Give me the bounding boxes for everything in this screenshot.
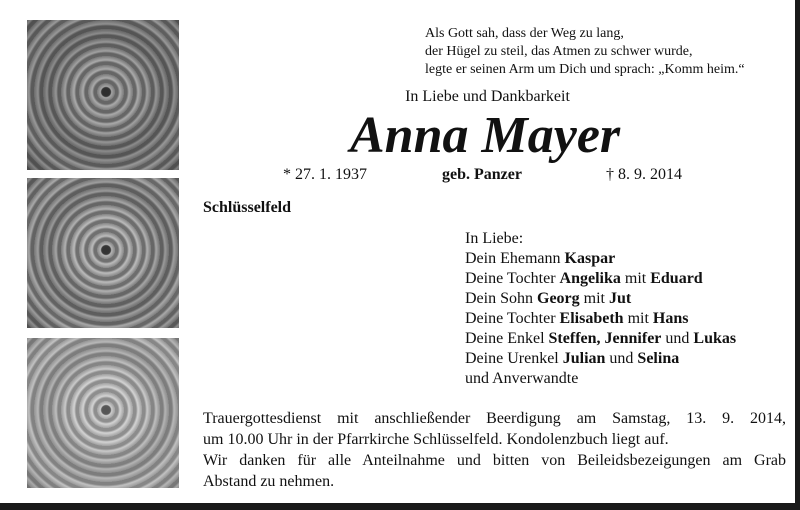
closing-line: Wir danken für alle Anteilnahme und bitten von Beileidsbezeigungen am Grab [203, 452, 786, 469]
closing-text [203, 408, 786, 492]
poem-line: legte er seinen Arm um Dich und sprach: „Komm heim.“ [425, 62, 745, 77]
relation-text: Deine Tochter [465, 310, 560, 327]
relation-text: mit [579, 290, 609, 307]
family-member-name: Angelika [559, 270, 621, 287]
deceased-name: Anna Mayer [350, 107, 621, 164]
relation-text: Deine Enkel [465, 330, 549, 347]
closing-line: Trauergottesdienst mit anschließender Beerdigung am Samstag, 13. 9. 2014, [203, 410, 786, 427]
poem-line: Als Gott sah, dass der Weg zu lang, [425, 26, 624, 41]
poem-line: der Hügel zu steil, das Atmen zu schwer wurde, [425, 44, 693, 59]
family-member-name: Julian [562, 350, 606, 367]
relation-text: Dein Ehemann [465, 250, 565, 267]
family-member-line [465, 289, 736, 309]
family-member-line [465, 309, 736, 329]
relation-text: und [605, 350, 638, 367]
family-member-name: Georg [537, 290, 580, 307]
family-member-name: Kaspar [564, 250, 616, 267]
closing-line: um 10.00 Uhr in der Pfarrkirche Schlüsselfeld. Kondolenzbuch liegt auf. [203, 431, 669, 448]
family-heading: In Liebe: [465, 230, 524, 247]
relation-text: mit [623, 310, 653, 327]
family-member-name: Elisabeth [559, 310, 624, 327]
poem [425, 25, 745, 79]
family-member-name: Eduard [650, 270, 703, 287]
relation-text: und Anverwandte [465, 370, 579, 387]
family-member-name: Lukas [693, 330, 737, 347]
maiden-name: geb. Panzer [442, 166, 522, 183]
intro-text: In Liebe und Dankbarkeit [405, 88, 570, 105]
rose-image-middle [27, 178, 179, 328]
relation-text: Deine Tochter [465, 270, 560, 287]
relation-text: Dein Sohn [465, 290, 537, 307]
family-list [465, 229, 736, 389]
family-member-line [465, 269, 736, 289]
place: Schlüsselfeld [203, 199, 292, 216]
relation-text: mit [620, 270, 651, 287]
family-member-name: Jut [609, 290, 632, 307]
family-member-line [465, 249, 736, 269]
family-member-name: Hans [652, 310, 689, 327]
relation-text: Deine Urenkel [465, 350, 563, 367]
death-date: † 8. 9. 2014 [606, 166, 682, 183]
family-member-line [465, 369, 736, 389]
family-member-line [465, 329, 736, 349]
rose-image-bottom [27, 338, 179, 488]
family-member-line [465, 349, 736, 369]
closing-line: Abstand zu nehmen. [203, 473, 335, 490]
family-member-name: Selina [637, 350, 680, 367]
family-member-name: Steffen, Jennifer [548, 330, 662, 347]
relation-text: und [661, 330, 694, 347]
birth-date: * 27. 1. 1937 [283, 166, 367, 183]
